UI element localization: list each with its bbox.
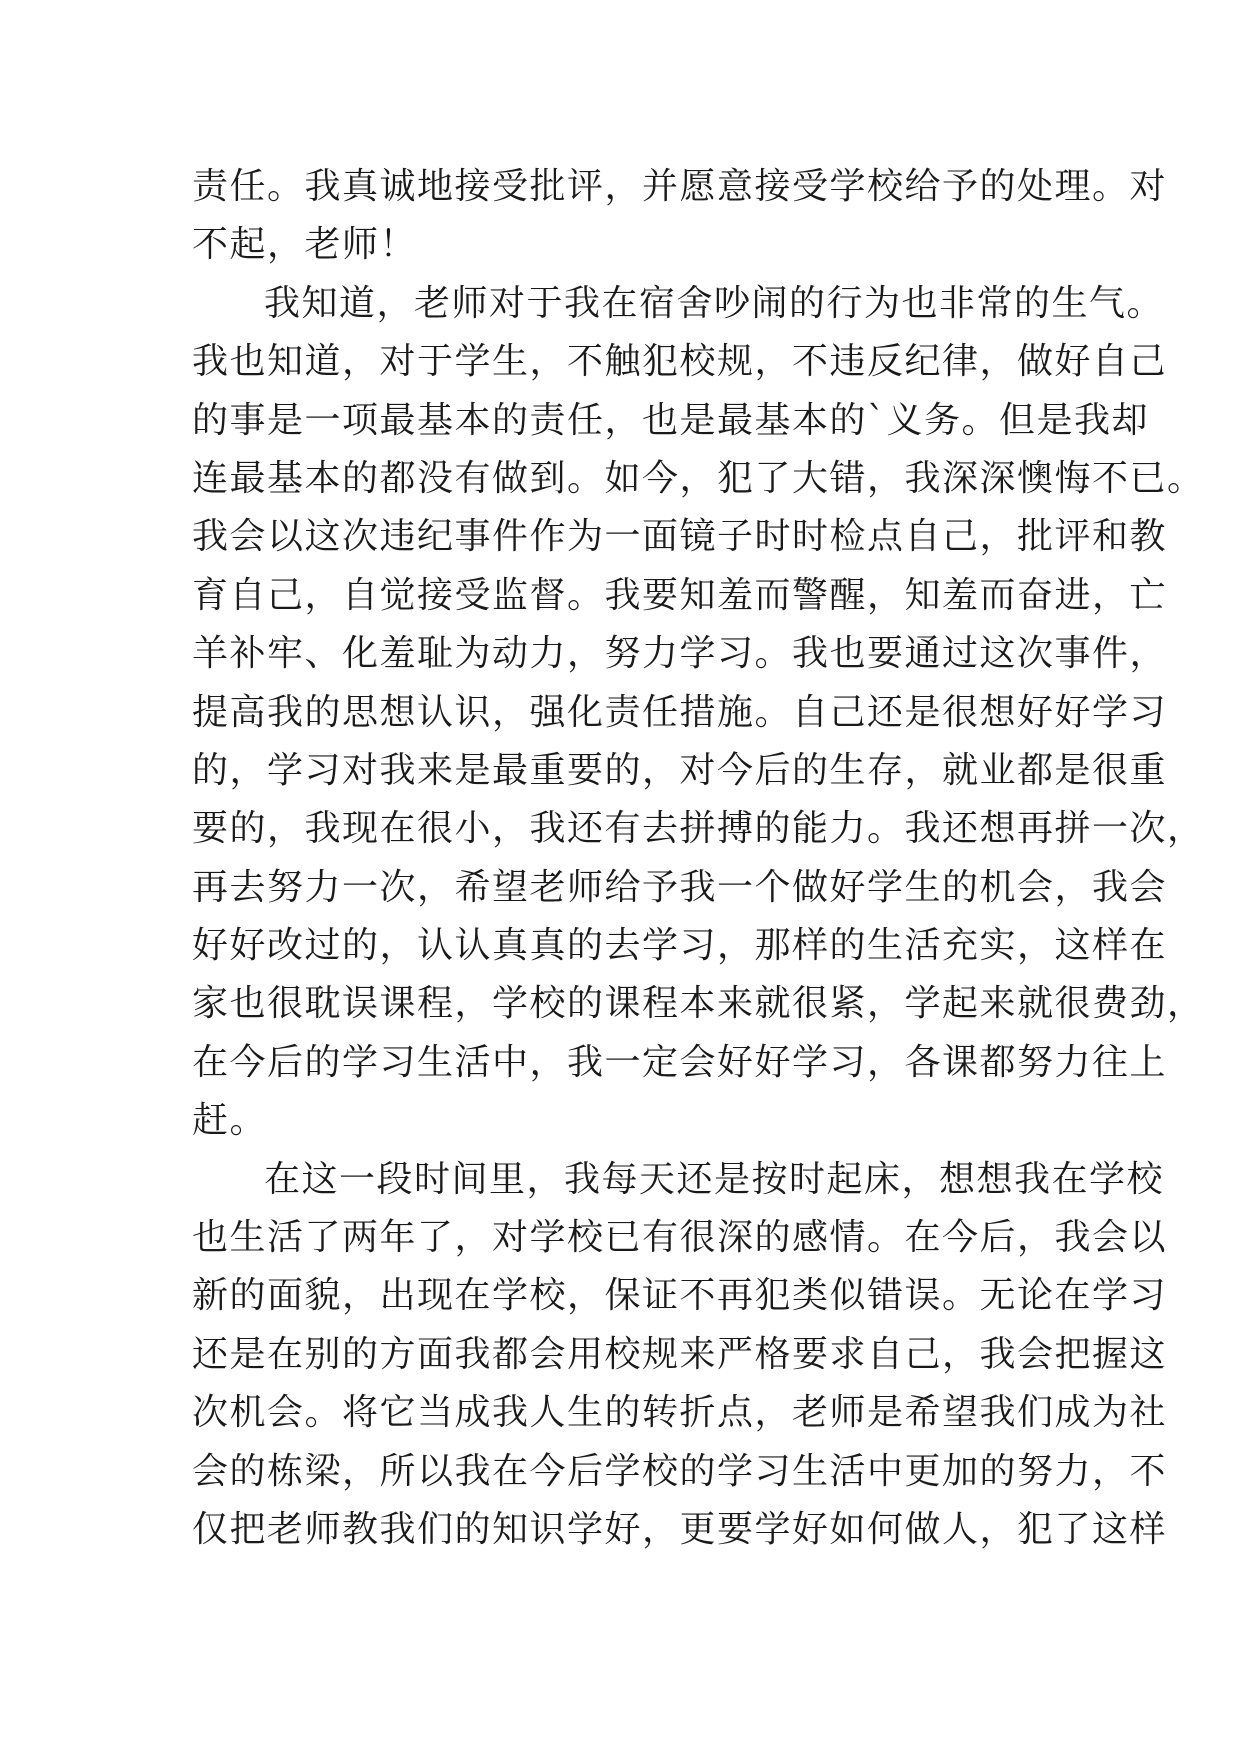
text-line: 羊补牢、化羞耻为动力，努力学习。我也要通过这次事件， [192,633,1168,675]
text-line: 新的面貌，出现在学校，保证不再犯类似错误。无论在学习 [192,1275,1168,1317]
text-line: 提高我的思想认识，强化责任措施。自己还是很想好好学习 [192,691,1168,733]
text-line: 会的栋梁，所以我在今后学校的学习生活中更加的努力，不 [192,1450,1168,1492]
text-line: 要的，我现在很小，我还有去拼搏的能力。我还想再拼一次， [192,808,1205,850]
text-line: 家也很耽误课程，学校的课程本来就很紧，学起来就很费劲， [192,983,1205,1025]
text-line: 不起，老师！ [192,224,418,266]
text-line: 连最基本的都没有做到。如今，犯了大错，我深深懊悔不已。 [192,457,1205,499]
text-line: 也生活了两年了，对学校已有很深的感情。在今后，我会以 [192,1217,1168,1259]
text-line: 的事是一项最基本的责任，也是最基本的`义务。但是我却 [192,399,1150,441]
text-line: 我会以这次违纪事件作为一面镜子时时检点自己，批评和教 [192,516,1168,558]
text-line: 我也知道，对于学生，不触犯校规，不违反纪律，做好自己 [192,341,1168,383]
text-line: 再去努力一次，希望老师给予我一个做好学生的机会，我会 [192,866,1168,908]
paragraph-first-line: 在这一段时间里，我每天还是按时起床，想想我在学校 [264,1158,1165,1200]
text-line: 还是在别的方面我都会用校规来严格要求自己，我会把握这 [192,1333,1168,1375]
text-line: 责任。我真诚地接受批评，并愿意接受学校给予的处理。对 [192,166,1168,207]
body-text [192,158,1205,1559]
text-line: 的，学习对我来是最重要的，对今后的生存，就业都是很重 [192,749,1168,791]
text-line: 好好改过的，认认真真的去学习，那样的生活充实，这样在 [192,925,1168,967]
paragraph-first-line: 我知道，老师对于我在宿舍吵闹的行为也非常的生气。 [264,282,1165,324]
text-line: 赶。 [192,1100,268,1142]
text-line: 育自己，自觉接受监督。我要知羞而警醒，知羞而奋进，亡 [192,574,1168,616]
text-line: 次机会。将它当成我人生的转折点，老师是希望我们成为社 [192,1392,1168,1434]
text-line: 在今后的学习生活中，我一定会好好学习，各课都努力往上 [192,1041,1168,1083]
text-line: 仅把老师教我们的知识学好，更要学好如何做人，犯了这样 [192,1508,1168,1550]
